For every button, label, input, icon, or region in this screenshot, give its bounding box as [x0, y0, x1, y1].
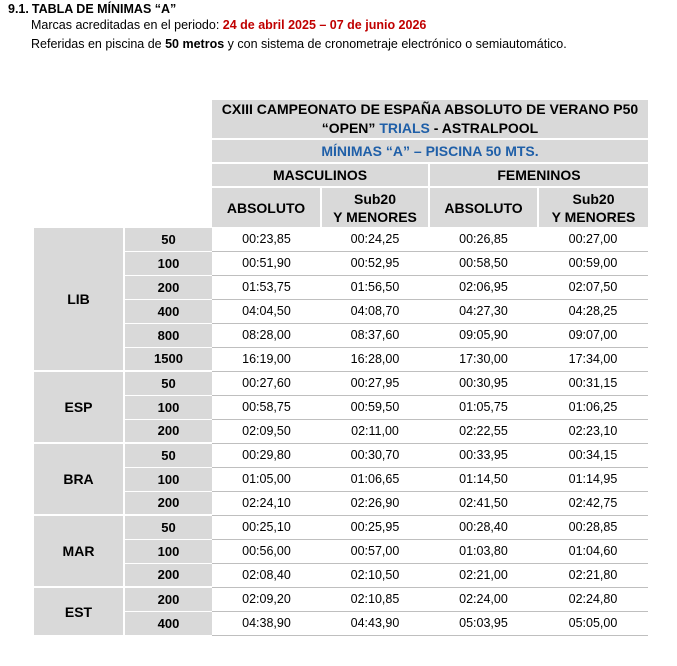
- distance-label: 50: [124, 227, 212, 251]
- time-cell-f-sub: 02:42,75: [538, 491, 648, 515]
- time-cell-f-sub: 00:59,00: [538, 251, 648, 275]
- distance-label: 50: [124, 443, 212, 467]
- col-female-absolute: ABSOLUTO: [429, 187, 538, 227]
- time-cell-m-abs: 00:56,00: [212, 539, 321, 563]
- distance-label: 200: [124, 563, 212, 587]
- time-cell-f-sub: 01:14,95: [538, 467, 648, 491]
- gender-male-header: MASCULINOS: [212, 163, 429, 187]
- table-subtitle: MÍNIMAS “A” – PISCINA 50 MTS.: [212, 139, 648, 163]
- pool-note-bold: 50 metros: [165, 37, 225, 51]
- distance-label: 800: [124, 323, 212, 347]
- section-title: TABLA DE MÍNIMAS “A”: [31, 2, 177, 16]
- distance-label: 1500: [124, 347, 212, 371]
- time-cell-m-sub: 04:43,90: [321, 611, 429, 635]
- period-value: 24 de abril 2025 – 07 de junio 2026: [222, 18, 427, 32]
- distance-label: 400: [124, 611, 212, 635]
- time-cell-f-sub: 00:27,00: [538, 227, 648, 251]
- time-cell-f-abs: 02:21,00: [429, 563, 538, 587]
- table-row: [34, 251, 648, 275]
- time-cell-f-sub: 00:34,15: [538, 443, 648, 467]
- time-cell-m-abs: 02:09,50: [212, 419, 321, 443]
- distance-label: 400: [124, 299, 212, 323]
- time-cell-m-sub: 02:26,90: [321, 491, 429, 515]
- pool-note: [31, 37, 567, 51]
- distance-label: 200: [124, 275, 212, 299]
- time-cell-m-sub: 00:27,95: [321, 371, 429, 395]
- time-cell-f-sub: 09:07,00: [538, 323, 648, 347]
- championship-title-line1: CXIII CAMPEONATO DE ESPAÑA ABSOLUTO DE VERANO P50: [221, 101, 639, 117]
- table-row: [34, 227, 648, 251]
- table-row: [34, 467, 648, 491]
- time-cell-f-sub: 02:23,10: [538, 419, 648, 443]
- time-cell-m-sub: 04:08,70: [321, 299, 429, 323]
- distance-label: 200: [124, 419, 212, 443]
- time-cell-m-sub: 16:28,00: [321, 347, 429, 371]
- time-cell-m-sub: 00:52,95: [321, 251, 429, 275]
- distance-label: 50: [124, 371, 212, 395]
- col-male-absolute: ABSOLUTO: [212, 187, 321, 227]
- table-row: [34, 371, 648, 395]
- time-cell-f-sub: 04:28,25: [538, 299, 648, 323]
- pool-note-pre: Referidas en piscina de: [31, 37, 166, 51]
- time-cell-m-sub: 02:10,85: [321, 587, 429, 611]
- time-cell-m-sub: 00:24,25: [321, 227, 429, 251]
- trials-label: TRIALS: [379, 120, 430, 136]
- time-cell-m-abs: 01:53,75: [212, 275, 321, 299]
- time-cell-f-abs: 02:41,50: [429, 491, 538, 515]
- period-line: [31, 18, 426, 32]
- time-cell-f-abs: 01:05,75: [429, 395, 538, 419]
- time-cell-m-sub: 02:11,00: [321, 419, 429, 443]
- col-male-sub20: Sub20 Y MENORES: [321, 187, 429, 227]
- time-cell-m-abs: 00:58,75: [212, 395, 321, 419]
- pool-note-post: y con sistema de cronometraje electrónico o semiautomático.: [224, 37, 567, 51]
- time-cell-f-sub: 05:05,00: [538, 611, 648, 635]
- time-cell-m-abs: 00:25,10: [212, 515, 321, 539]
- championship-title-line2: “OPEN” TRIALS - ASTRALPOOL: [321, 120, 539, 136]
- table-row: [34, 443, 648, 467]
- time-cell-f-abs: 00:26,85: [429, 227, 538, 251]
- time-cell-f-abs: 02:22,55: [429, 419, 538, 443]
- section-heading: [8, 2, 176, 16]
- minimums-table: [34, 100, 648, 636]
- table-row: [34, 395, 648, 419]
- time-cell-f-abs: 00:58,50: [429, 251, 538, 275]
- time-cell-f-sub: 00:31,15: [538, 371, 648, 395]
- time-cell-f-abs: 04:27,30: [429, 299, 538, 323]
- time-cell-f-sub: 00:28,85: [538, 515, 648, 539]
- time-cell-m-abs: 04:38,90: [212, 611, 321, 635]
- time-cell-m-abs: 00:27,60: [212, 371, 321, 395]
- distance-label: 100: [124, 251, 212, 275]
- time-cell-f-sub: 02:24,80: [538, 587, 648, 611]
- distance-label: 100: [124, 539, 212, 563]
- gender-female-header: FEMENINOS: [429, 163, 648, 187]
- time-cell-f-sub: 02:07,50: [538, 275, 648, 299]
- table-row: [34, 419, 648, 443]
- distance-label: 200: [124, 587, 212, 611]
- time-cell-f-abs: 00:28,40: [429, 515, 538, 539]
- stroke-label: ESP: [34, 371, 124, 443]
- time-cell-f-abs: 05:03,95: [429, 611, 538, 635]
- distance-label: 200: [124, 491, 212, 515]
- time-cell-m-sub: 01:56,50: [321, 275, 429, 299]
- time-cell-f-abs: 01:03,80: [429, 539, 538, 563]
- time-cell-f-abs: 00:33,95: [429, 443, 538, 467]
- stroke-label: EST: [34, 587, 124, 635]
- time-cell-m-abs: 00:51,90: [212, 251, 321, 275]
- time-cell-f-sub: 17:34,00: [538, 347, 648, 371]
- stroke-label: LIB: [34, 227, 124, 371]
- distance-label: 50: [124, 515, 212, 539]
- time-cell-m-sub: 00:57,00: [321, 539, 429, 563]
- table-row: [34, 299, 648, 323]
- time-cell-f-abs: 09:05,90: [429, 323, 538, 347]
- table-row: [34, 275, 648, 299]
- table-row: [34, 539, 648, 563]
- time-cell-m-sub: 00:25,95: [321, 515, 429, 539]
- time-cell-m-abs: 04:04,50: [212, 299, 321, 323]
- time-cell-m-sub: 01:06,65: [321, 467, 429, 491]
- period-label: Marcas acreditadas en el periodo:: [31, 18, 223, 32]
- table-row: [34, 323, 648, 347]
- time-cell-f-abs: 17:30,00: [429, 347, 538, 371]
- time-cell-f-abs: 02:06,95: [429, 275, 538, 299]
- time-cell-m-sub: 02:10,50: [321, 563, 429, 587]
- table-row: [34, 611, 648, 635]
- time-cell-m-abs: 02:09,20: [212, 587, 321, 611]
- table-row: [34, 347, 648, 371]
- table-row: [34, 563, 648, 587]
- table-row: [34, 515, 648, 539]
- time-cell-m-abs: 02:24,10: [212, 491, 321, 515]
- time-cell-f-abs: 02:24,00: [429, 587, 538, 611]
- stroke-label: MAR: [34, 515, 124, 587]
- time-cell-m-abs: 01:05,00: [212, 467, 321, 491]
- time-cell-m-abs: 02:08,40: [212, 563, 321, 587]
- time-cell-m-abs: 00:29,80: [212, 443, 321, 467]
- championship-title: [212, 100, 648, 139]
- time-cell-f-sub: 01:04,60: [538, 539, 648, 563]
- table-row: [34, 587, 648, 611]
- time-cell-m-abs: 08:28,00: [212, 323, 321, 347]
- stroke-label: BRA: [34, 443, 124, 515]
- distance-label: 100: [124, 467, 212, 491]
- time-cell-m-abs: 16:19,00: [212, 347, 321, 371]
- col-female-sub20: Sub20 Y MENORES: [538, 187, 648, 227]
- time-cell-m-abs: 00:23,85: [212, 227, 321, 251]
- time-cell-f-abs: 01:14,50: [429, 467, 538, 491]
- time-cell-m-sub: 00:30,70: [321, 443, 429, 467]
- section-number: 9.1.: [8, 2, 29, 16]
- table-row: [34, 491, 648, 515]
- time-cell-m-sub: 00:59,50: [321, 395, 429, 419]
- time-cell-f-sub: 01:06,25: [538, 395, 648, 419]
- time-cell-f-abs: 00:30,95: [429, 371, 538, 395]
- time-cell-f-sub: 02:21,80: [538, 563, 648, 587]
- time-cell-m-sub: 08:37,60: [321, 323, 429, 347]
- distance-label: 100: [124, 395, 212, 419]
